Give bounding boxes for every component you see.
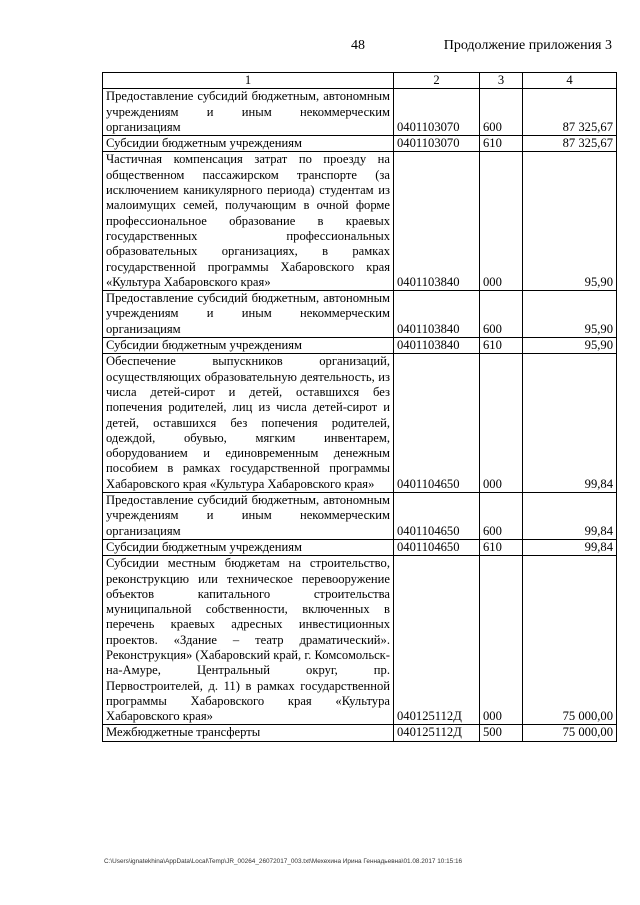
row-expense-kind: 000 (480, 354, 523, 493)
page-number: 48 (351, 38, 365, 53)
row-target-code: 0401103840 (394, 152, 480, 291)
row-expense-kind: 610 (480, 136, 523, 152)
row-amount: 75 000,00 (523, 556, 617, 725)
row-target-code: 0401104650 (394, 493, 480, 540)
table-row (103, 291, 617, 338)
table-row (103, 725, 617, 741)
table-row (103, 493, 617, 540)
table-row (103, 556, 617, 725)
row-target-code: 0401104650 (394, 354, 480, 493)
row-name: Предоставление субсидий бюджетным, автономным учреждениям и иным некоммерческим организациям (103, 89, 394, 136)
column-header-1: 1 (103, 73, 394, 89)
row-name: Субсидии бюджетным учреждениям (103, 338, 394, 354)
appendix-continuation-label: Продолжение приложения 3 (443, 38, 612, 53)
row-amount: 95,90 (523, 291, 617, 338)
row-target-code: 0401103070 (394, 89, 480, 136)
row-target-code: 040125112Д (394, 725, 480, 741)
row-target-code: 0401103070 (394, 136, 480, 152)
footer-file-path: C:\Users\ignatekhina\AppData\Local\Temp\JR_00264_26072017_003.txt\Мехехина Ирина Геннадьевна\01.08.2017 10:15:16 (104, 858, 463, 865)
row-amount: 87 325,67 (523, 89, 617, 136)
row-name: Частичная компенсация затрат по проезду на общественном пассажирском транспорте (за исключением каникулярного периода) студентам из малоимущих семей, получающим в очной форме профессиональное образование в краевых государственных профессиональных образовательных организациях, в рамках государственной программы Хабаровского края «Культура Хабаровского края» (103, 152, 394, 291)
row-expense-kind: 600 (480, 291, 523, 338)
row-name: Обеспечение выпускников организаций, осуществляющих образовательную деятельность, из числа детей-сирот и детей, оставшихся без попечения родителей, лиц из числа детей-сирот и детей, оставшихся без попечения родителей, одеждой, обувью, мягким инвентарем, оборудованием и единовременным денежным пособием в рамках государственной программы Хабаровского края «Культура Хабаровского края» (103, 354, 394, 493)
column-number-row (103, 73, 617, 89)
row-expense-kind: 500 (480, 725, 523, 741)
budget-table (102, 72, 617, 742)
row-expense-kind: 600 (480, 89, 523, 136)
table-row (103, 152, 617, 291)
row-name: Предоставление субсидий бюджетным, автономным учреждениям и иным некоммерческим организациям (103, 291, 394, 338)
row-name: Межбюджетные трансферты (103, 725, 394, 741)
column-header-2: 2 (394, 73, 480, 89)
row-amount: 87 325,67 (523, 136, 617, 152)
row-expense-kind: 610 (480, 539, 523, 555)
row-amount: 75 000,00 (523, 725, 617, 741)
row-name: Субсидии бюджетным учреждениям (103, 136, 394, 152)
row-expense-kind: 000 (480, 556, 523, 725)
row-name: Субсидии бюджетным учреждениям (103, 539, 394, 555)
row-name: Субсидии местным бюджетам на строительство, реконструкцию или техническое перевооружение объектов капитального строительства муниципальной собственности, включенных в перечень краевых адресных инвестиционных проектов. «Здание – театр драматический». Реконструкция» (Хабаровский край, г. Комсомольск-на-Амуре, Центральный округ, пр. Первостроителей, д. 11) в рамках государственной программы Хабаровского края «Культура Хабаровского края» (103, 556, 394, 725)
table-row (103, 136, 617, 152)
row-expense-kind: 000 (480, 152, 523, 291)
table-row (103, 338, 617, 354)
row-target-code: 0401103840 (394, 291, 480, 338)
row-expense-kind: 610 (480, 338, 523, 354)
row-amount: 99,84 (523, 493, 617, 540)
column-header-3: 3 (480, 73, 523, 89)
row-amount: 99,84 (523, 354, 617, 493)
table-row (103, 539, 617, 555)
row-target-code: 040125112Д (394, 556, 480, 725)
row-amount: 99,84 (523, 539, 617, 555)
row-target-code: 0401104650 (394, 539, 480, 555)
table-row (103, 89, 617, 136)
table-row (103, 354, 617, 493)
row-name: Предоставление субсидий бюджетным, автономным учреждениям и иным некоммерческим организациям (103, 493, 394, 540)
row-amount: 95,90 (523, 152, 617, 291)
row-amount: 95,90 (523, 338, 617, 354)
row-expense-kind: 600 (480, 493, 523, 540)
row-target-code: 0401103840 (394, 338, 480, 354)
column-header-4: 4 (523, 73, 617, 89)
